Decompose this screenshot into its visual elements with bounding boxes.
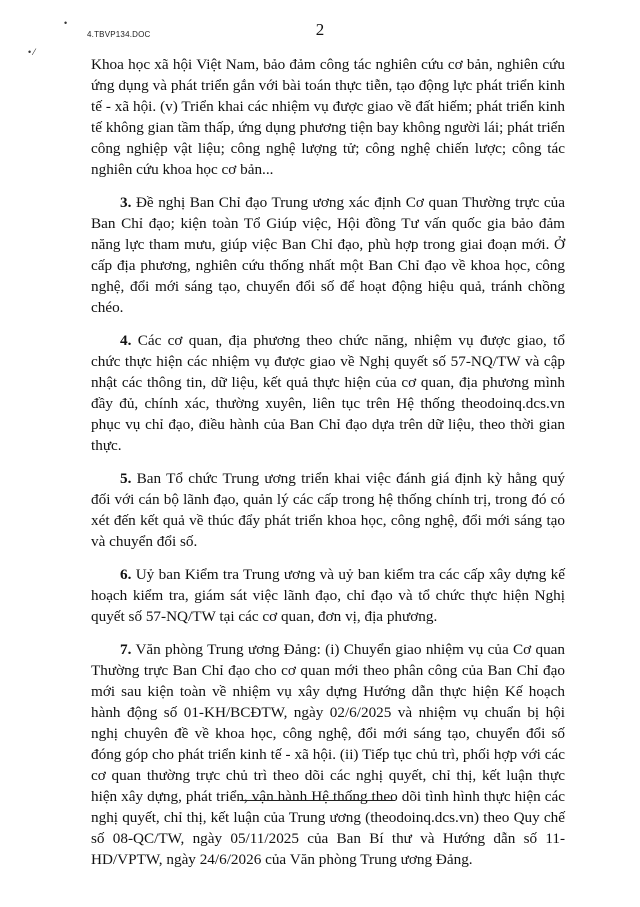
end-divider: [240, 800, 395, 801]
item-number: 3.: [120, 194, 132, 211]
document-body: [91, 54, 565, 882]
item-number: 5.: [120, 470, 132, 487]
page-number: 2: [315, 20, 325, 39]
paragraph-text: Khoa học xã hội Việt Nam, bảo đảm công tác nghiên cứu cơ bản, nghiên cứu ứng dụng và phát triển gắn với bài toán thực tiễn, tạo động lực phát triển kinh tế - xã hội. (v) Triển khai các nhiệm vụ được giao về đất hiếm; phát triển kinh tế không gian tầm thấp, ứng dụng phương tiện bay không người lái; phát triển công nghiệp vật liệu; công nghệ lượng tử; công nghệ chiến lược; công tác nghiên cứu khoa học cơ bản...: [91, 56, 565, 178]
paragraph-item-7: [91, 639, 565, 870]
scan-speck: • ⁄: [28, 47, 36, 57]
item-number: 7.: [120, 641, 132, 658]
file-code: 4.TBVP134.DOC: [87, 30, 151, 39]
paragraph-text: Các cơ quan, địa phương theo chức năng, nhiệm vụ được giao, tổ chức thực hiện các nhiệm vụ được giao về Nghị quyết số 57-NQ/TW và cập nhật các thông tin, dữ liệu, kết quả thực hiện của cơ quan, địa phương mình đầy đủ, chính xác, thường xuyên, liên tục trên Hệ thống theodoinq.dcs.vn phục vụ chỉ đạo, điều hành của Ban Chỉ đạo dựa trên dữ liệu, theo thời gian thực.: [91, 332, 565, 454]
paragraph-continuation: [91, 54, 565, 180]
paragraph-item-4: [91, 330, 565, 456]
paragraph-text: Đề nghị Ban Chỉ đạo Trung ương xác định Cơ quan Thường trực của Ban Chỉ đạo; kiện toàn Tổ Giúp việc, Hội đồng Tư vấn quốc gia bảo đảm năng lực tham mưu, giúp việc Ban Chỉ đạo, phù hợp trong giai đoạn mới. Ở cấp địa phương, nghiên cứu thống nhất một Ban Chỉ đạo về khoa học, công nghệ, đổi mới sáng tạo, chuyển đổi số để hoạt động hiệu quả, tránh chồng chéo.: [91, 194, 566, 316]
paragraph-item-3: [91, 192, 565, 318]
paragraph-item-6: [91, 564, 565, 627]
item-number: 6.: [120, 566, 132, 583]
item-number: 4.: [120, 332, 132, 349]
paragraph-text: Ban Tổ chức Trung ương triển khai việc đánh giá định kỳ hằng quý đối với cán bộ lãnh đạo, quản lý các cấp trong hệ thống chính trị, trong đó có xét đến kết quả về thúc đẩy phát triển khoa học, công nghệ, đổi mới sáng tạo và chuyển đổi số.: [91, 470, 566, 550]
paragraph-text: Văn phòng Trung ương Đảng: (i) Chuyển giao nhiệm vụ của Cơ quan Thường trực Ban Chỉ đạo cho cơ quan mới theo phân công của Ban Chỉ đạo mới sau kiện toàn về nhiệm vụ xây dựng Hướng dẫn thực hiện Kế hoạch hành động số 01-KH/BCĐTW, ngày 02/6/2025 và nhiệm vụ chuẩn bị hội nghị chuyên đề về khoa học, công nghệ, đổi mới sáng tạo, chuyển đổi số đóng góp cho phát triển kinh tế - xã hội. (ii) Tiếp tục chủ trì, phối hợp với các cơ quan thường trực chủ trì theo dõi các nghị quyết, chỉ thị, kết luận thực hiện xây dựng, phát triển, vận hành Hệ thống theo dõi tình hình thực hiện các nghị quyết, chỉ thị, kết luận của Trung ương (theodoinq.dcs.vn) theo Quy chế số 08-QC/TW, ngày 05/11/2025 của Ban Bí thư và Hướng dẫn số 11-HD/VPTW, ngày 24/6/2026 của Văn phòng Trung ương Đảng.: [91, 641, 565, 868]
paragraph-text: Uỷ ban Kiểm tra Trung ương và uỷ ban kiểm tra các cấp xây dựng kế hoạch kiểm tra, giám sát việc lãnh đạo, chỉ đạo và tổ chức thực hiện Nghị quyết số 57-NQ/TW tại các cơ quan, đơn vị, địa phương.: [91, 566, 565, 625]
paragraph-item-5: [91, 468, 565, 552]
scan-speck: •: [64, 18, 68, 28]
